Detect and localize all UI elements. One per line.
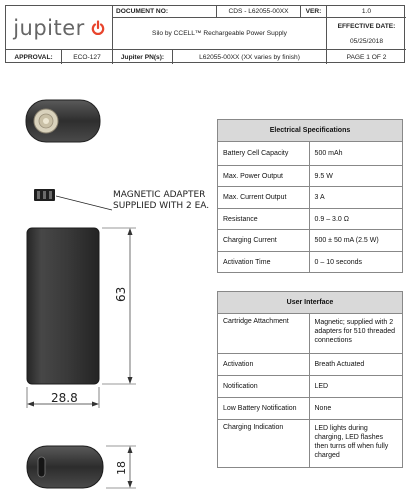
spec-value: 0 – 10 seconds	[309, 252, 402, 273]
spec-value: Magnetic; supplied with 2 adapters for 510 threaded connections	[309, 314, 403, 354]
spec-key: Resistance	[218, 209, 310, 230]
document-header	[5, 5, 405, 63]
document-no-value: CDS - L62055-00XX	[217, 6, 301, 18]
table-row	[218, 166, 403, 187]
device-top-view	[24, 98, 104, 144]
spec-value: None	[309, 398, 403, 420]
magnetic-adapter-drawing	[33, 187, 57, 203]
spec-key: Charging Indication	[218, 420, 310, 468]
spec-value: 0.9 – 3.0 Ω	[309, 209, 402, 230]
spec-value: 500 ± 50 mA (2.5 W)	[309, 230, 402, 252]
spec-key: Max. Power Output	[218, 166, 310, 187]
effective-date-label: EFFECTIVE DATE:	[337, 22, 396, 30]
spec-key: Notification	[218, 376, 310, 398]
effective-date-value: 05/25/2018	[327, 34, 406, 50]
table-row	[218, 354, 403, 376]
table-row	[218, 314, 403, 354]
table-row	[218, 376, 403, 398]
version-value: 1.0	[327, 6, 406, 18]
table-row	[218, 230, 403, 252]
ui-table-title: User Interface	[218, 292, 403, 314]
spec-value: Breath Actuated	[309, 354, 403, 376]
spec-key: Battery Cell Capacity	[218, 142, 310, 166]
electrical-specifications-table	[217, 119, 403, 273]
user-interface-table	[217, 291, 403, 468]
table-row	[218, 420, 403, 468]
table-row	[218, 398, 403, 420]
callout-line-1: MAGNETIC ADAPTER	[113, 190, 206, 200]
electrical-table-title: Electrical Specifications	[218, 120, 403, 142]
table-row	[218, 209, 403, 230]
version-label: VER:	[301, 6, 327, 18]
spec-value: LED	[309, 376, 403, 398]
spec-value: 500 mAh	[309, 142, 402, 166]
spec-key: Charging Current	[218, 230, 310, 252]
table-row	[218, 252, 403, 273]
height-dimension-label: 63	[114, 286, 128, 302]
document-title: Silo by CCELL™ Rechargeable Power Supply	[113, 18, 327, 50]
spec-key: Activation	[218, 354, 310, 376]
table-row	[218, 187, 403, 209]
logo-wordmark: jupiter	[13, 15, 85, 40]
device-bottom-view	[22, 440, 150, 496]
table-row	[218, 142, 403, 166]
callout-line-2: SUPPLIED WITH 2 EA.	[113, 201, 210, 211]
spec-key: Low Battery Notification	[218, 398, 310, 420]
spec-value: 3 A	[309, 187, 402, 209]
spec-value: 9.5 W	[309, 166, 402, 187]
part-number-value: L62055-00XX (XX varies by finish)	[173, 50, 327, 64]
callout-leader-line	[56, 192, 116, 214]
spec-key: Max. Current Output	[218, 187, 310, 209]
device-front-view	[22, 222, 150, 412]
width-dimension-label: 28.8	[51, 391, 78, 405]
depth-dimension-label: 18	[115, 461, 128, 475]
approval-value: ECO-127	[62, 50, 113, 64]
adapter-callout	[113, 190, 209, 212]
spec-key: Activation Time	[218, 252, 310, 273]
document-no-label: DOCUMENT NO:	[113, 6, 217, 18]
spec-key: Cartridge Attachment	[218, 314, 310, 354]
page-indicator: PAGE 1 OF 2	[346, 53, 387, 61]
power-logo-icon	[91, 20, 105, 36]
part-number-label: Jupiter PN(s):	[113, 50, 173, 64]
approval-label: APPROVAL:	[6, 50, 62, 64]
spec-value: LED lights during charging, LED flashes then turns off when fully charged	[309, 420, 403, 468]
company-logo	[6, 6, 113, 50]
